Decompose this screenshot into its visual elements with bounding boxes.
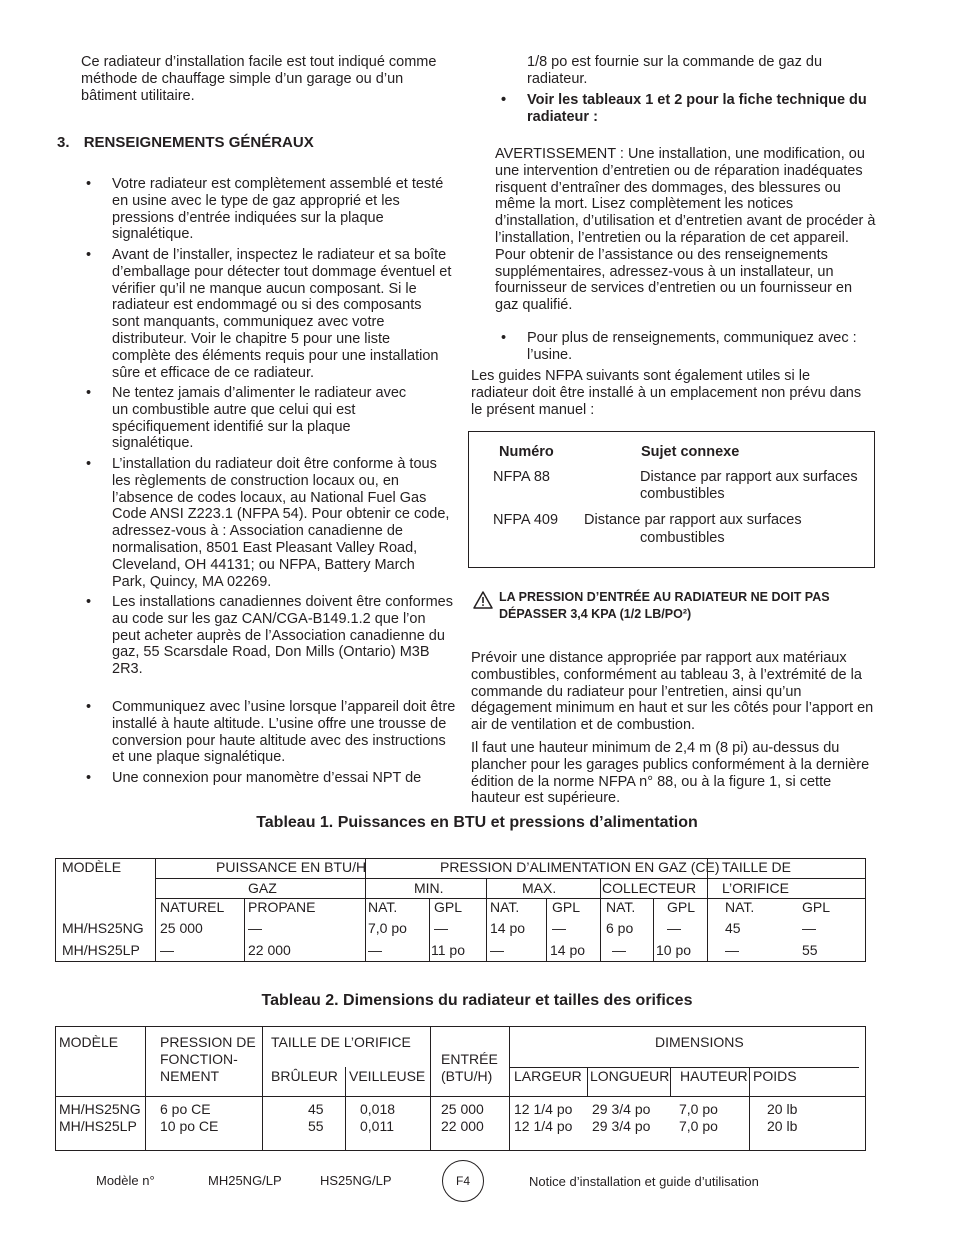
t1-h-gas: GAZ — [248, 880, 277, 896]
t2-cell: 0,011 — [360, 1118, 394, 1134]
t1-cell: 7,0 po — [368, 920, 407, 936]
footer-model-2: HS25NG/LP — [320, 1173, 392, 1188]
footer-model-label: Modèle n° — [96, 1173, 155, 1188]
t1-sub: NAT. — [606, 899, 636, 915]
t2-cell: 10 po CE — [160, 1118, 219, 1134]
t2-h-pilot: VEILLEUSE — [349, 1068, 426, 1084]
t1-h-model: MODÈLE — [62, 859, 122, 875]
t1-cell: — — [612, 942, 626, 958]
t1-cell: 14 po — [550, 942, 586, 958]
t1-h-btu: PUISSANCE EN BTU/H — [216, 859, 367, 875]
warning-paragraph: AVERTISSEMENT : Une installation, une modification, ou une intervention d’entretien ou de réparation inadéquates risquent d’entraîner des dommages, des blessures ou même la mort. Lisez complètement les notices d’installation, d’utilisation et d’entretien avant de procéder à l’installation, l’entretien ou la réparation de cet appareil. Pour obtenir de l’assistance ou des renseignements supplémentaires, adressez-vous à un installateur, un fournisseur de services d’entretien ou un fournisseur en gaz qualifié. — [495, 146, 876, 314]
t1-sub: GPL — [802, 899, 831, 915]
t2-h-orifice: TAILLE DE L’ORIFICE — [271, 1034, 411, 1050]
t1-cell: — — [248, 920, 262, 936]
section-heading — [57, 135, 314, 152]
t1-cell: 11 po — [431, 942, 465, 958]
t1-sub: NATUREL — [160, 899, 225, 915]
section-title: RENSEIGNEMENTS GÉNÉRAUX — [83, 134, 314, 151]
t2-cell: 20 lb — [767, 1118, 798, 1134]
section-number: 3. — [57, 134, 70, 151]
nfpa-row-subject: combustibles — [640, 486, 725, 502]
intro-paragraph: Ce radiateur d’installation facile est tout indiqué comme méthode de chauffage simple d’un garage ou d’un bâtiment utilitaire. — [81, 54, 437, 104]
t2-h-model: MODÈLE — [59, 1034, 119, 1050]
list-item: • Voir les tableaux 1 et 2 pour la fiche technique du radiateur : — [501, 92, 867, 125]
t2-cell: 6 po CE — [160, 1101, 211, 1117]
t1-sub: NAT. — [490, 899, 520, 915]
list-item: • L’installation du radiateur doit être conforme à tous les règlements de construction locaux ou, en l’absence de codes locaux, au National Fuel Gas Code ANSI Z223.1 (NFPA 54). Pour obtenir ce code, adressez-vous à : Association canadienne de normalisation, 8501 East Pleasant Valley Road, Cleveland, OH 44131; ou NFPA, Battery March Park, Quincy, MA 02269. — [86, 456, 450, 590]
continued-text: 1/8 po est fournie sur la commande de gaz du radiateur. — [527, 54, 823, 87]
nfpa-row-subject: Distance par rapport aux surfaces — [584, 512, 802, 528]
t1-cell: — — [667, 920, 681, 936]
t1-cell: — — [490, 942, 504, 958]
page-number: F4 — [455, 1174, 470, 1188]
t1-h-max: MAX. — [522, 880, 557, 896]
t1-sub: NAT. — [368, 899, 398, 915]
list-item: • Pour plus de renseignements, communiquez avec : l’usine. — [501, 330, 857, 363]
list-item: • Les installations canadiennes doivent être conformes au code sur les gaz CAN/CGA-B149.1.2 que l’on peut acheter auprès de l’Association canadienne du gaz, 55 Scarsdale Road, Don Mills (Ontario) M3B 2R3. — [86, 594, 453, 678]
t1-sub: GPL — [667, 899, 696, 915]
t1-h-orifice2: L’ORIFICE — [722, 880, 789, 896]
nfpa-row-number: NFPA 409 — [493, 512, 559, 528]
t2-h-weight: POIDS — [753, 1068, 797, 1084]
t1-cell: — — [160, 942, 174, 958]
pressure-warning-line2: DÉPASSER 3,4 KPA (1/2 LB/PO²) — [499, 607, 692, 621]
table2-title: Tableau 2. Dimensions du radiateur et tailles des orifices — [261, 992, 693, 1009]
t2-h-height: HAUTEUR — [680, 1068, 748, 1084]
t2-cell: 29 3/4 po — [592, 1101, 651, 1117]
t1-cell: 6 po — [606, 920, 634, 936]
t2-cell: 22 000 — [441, 1118, 484, 1134]
t2-cell: 45 — [308, 1101, 324, 1117]
t2-cell: 12 1/4 po — [514, 1118, 573, 1134]
t1-cell: 14 po — [490, 920, 526, 936]
t2-cell: MH/HS25NG — [59, 1101, 141, 1117]
t1-cell: 25 000 — [160, 920, 203, 936]
t2-h-pressure: NEMENT — [160, 1068, 220, 1084]
t2-h-entry: (BTU/H) — [441, 1068, 493, 1084]
footer-doc-title: Notice d’installation et guide d’utilisation — [529, 1174, 759, 1189]
list-item: • Une connexion pour manomètre d’essai NPT de — [86, 770, 422, 786]
t2-cell: 55 — [308, 1118, 324, 1134]
t1-cell: — — [434, 920, 448, 936]
list-item: • Avant de l’installer, inspectez le radiateur et sa boîte d’emballage pour détecter tout dommage éventuel et vérifier qu’il ne manque aucun composant. Si le radiateur est endommagé ou si des composants sont manquants, communiquez avec votre distributeur. Voir le chapitre 5 pour une liste complète des éléments requis pour une installation sûre et efficace de ce radiateur. — [86, 247, 452, 381]
t2-cell: 7,0 po — [679, 1118, 718, 1134]
warning-triangle-icon — [473, 591, 493, 609]
t2-cell: 29 3/4 po — [592, 1118, 651, 1134]
t1-sub: NAT. — [725, 899, 755, 915]
t1-h-min: MIN. — [414, 880, 444, 896]
t1-cell: — — [725, 942, 739, 958]
t2-h-pressure: FONCTION- — [160, 1051, 238, 1067]
nfpa-row-number: NFPA 88 — [493, 469, 550, 485]
t2-h-length: LONGUEUR — [590, 1068, 670, 1084]
t2-h-pressure: PRESSION DE — [160, 1034, 256, 1050]
t2-h-entry: ENTRÉE — [441, 1051, 498, 1067]
list-item: • Ne tentez jamais d’alimenter le radiateur avec un combustible autre que celui qui est spécifiquement identifié sur la plaque signalétique. — [86, 385, 407, 452]
nfpa-header-subject: Sujet connexe — [641, 444, 740, 460]
t1-cell: — — [552, 920, 566, 936]
table1-title: Tableau 1. Puissances en BTU et pressions d’alimentation — [256, 814, 698, 831]
nfpa-row-subject: Distance par rapport aux surfaces — [640, 469, 858, 485]
t1-cell: — — [368, 942, 382, 958]
t2-cell: 7,0 po — [679, 1101, 718, 1117]
t2-h-burner: BRÛLEUR — [271, 1068, 338, 1084]
nfpa-intro: Les guides NFPA suivants sont également utiles si le radiateur doit être installé à un emplacement non prévu dans le présent manuel : — [471, 368, 862, 418]
list-item: • Communiquez avec l’usine lorsque l’appareil doit être installé à haute altitude. L’usine offre une trousse de conversion pour haute altitude avec des instructions et une plaque signalétique. — [86, 699, 456, 766]
t1-cell: 22 000 — [248, 942, 291, 958]
t1-cell: 55 — [802, 942, 818, 958]
t1-sub: GPL — [434, 899, 463, 915]
clearance-paragraph: Prévoir une distance appropriée par rapport aux matériaux combustibles, conformément au tableau 3, à l’extrémité de la commande du radiateur pour l’entretien, ainsi qu’un dégagement minimum en haut et sur les côtés pour l’apport en air de ventilation et de combustion. — [471, 650, 874, 734]
t2-cell: 0,018 — [360, 1101, 396, 1117]
pressure-warning-line1: LA PRESSION D’ENTRÉE AU RADIATEUR NE DOIT PAS — [499, 590, 830, 604]
list-item: • Votre radiateur est complètement assemblé et testé en usine avec le type de gaz approprié et les pressions d’entrée indiquées sur la plaque signalétique. — [86, 176, 444, 243]
height-paragraph: Il faut une hauteur minimum de 2,4 m (8 pi) au-dessus du plancher pour les garages publics conformément à la dernière édition de la norme NFPA n° 88, ou à la figure 1, si cette hauteur est supérieure. — [471, 740, 870, 807]
t2-cell: 25 000 — [441, 1101, 484, 1117]
t1-h-pressure: PRESSION D’ALIMENTATION EN GAZ (CE) — [440, 859, 720, 875]
t2-h-dimensions: DIMENSIONS — [655, 1034, 744, 1050]
t2-cell: 20 lb — [767, 1101, 798, 1117]
t2-cell: MH/HS25LP — [59, 1118, 137, 1134]
t2-cell: 12 1/4 po — [514, 1101, 573, 1117]
t1-cell: MH/HS25LP — [62, 942, 140, 958]
nfpa-header-number: Numéro — [499, 444, 554, 460]
t1-sub: GPL — [552, 899, 581, 915]
t1-cell: 45 — [725, 920, 741, 936]
t1-cell: 10 po — [656, 942, 692, 958]
t1-cell: MH/HS25NG — [62, 920, 144, 936]
t1-h-collector: COLLECTEUR — [602, 880, 697, 896]
t2-h-width: LARGEUR — [514, 1068, 582, 1084]
t1-sub: PROPANE — [248, 899, 316, 915]
t1-cell: — — [802, 920, 816, 936]
footer-model-1: MH25NG/LP — [208, 1173, 282, 1188]
t1-h-orifice: TAILLE DE — [722, 859, 791, 875]
nfpa-row-subject: combustibles — [640, 530, 725, 546]
